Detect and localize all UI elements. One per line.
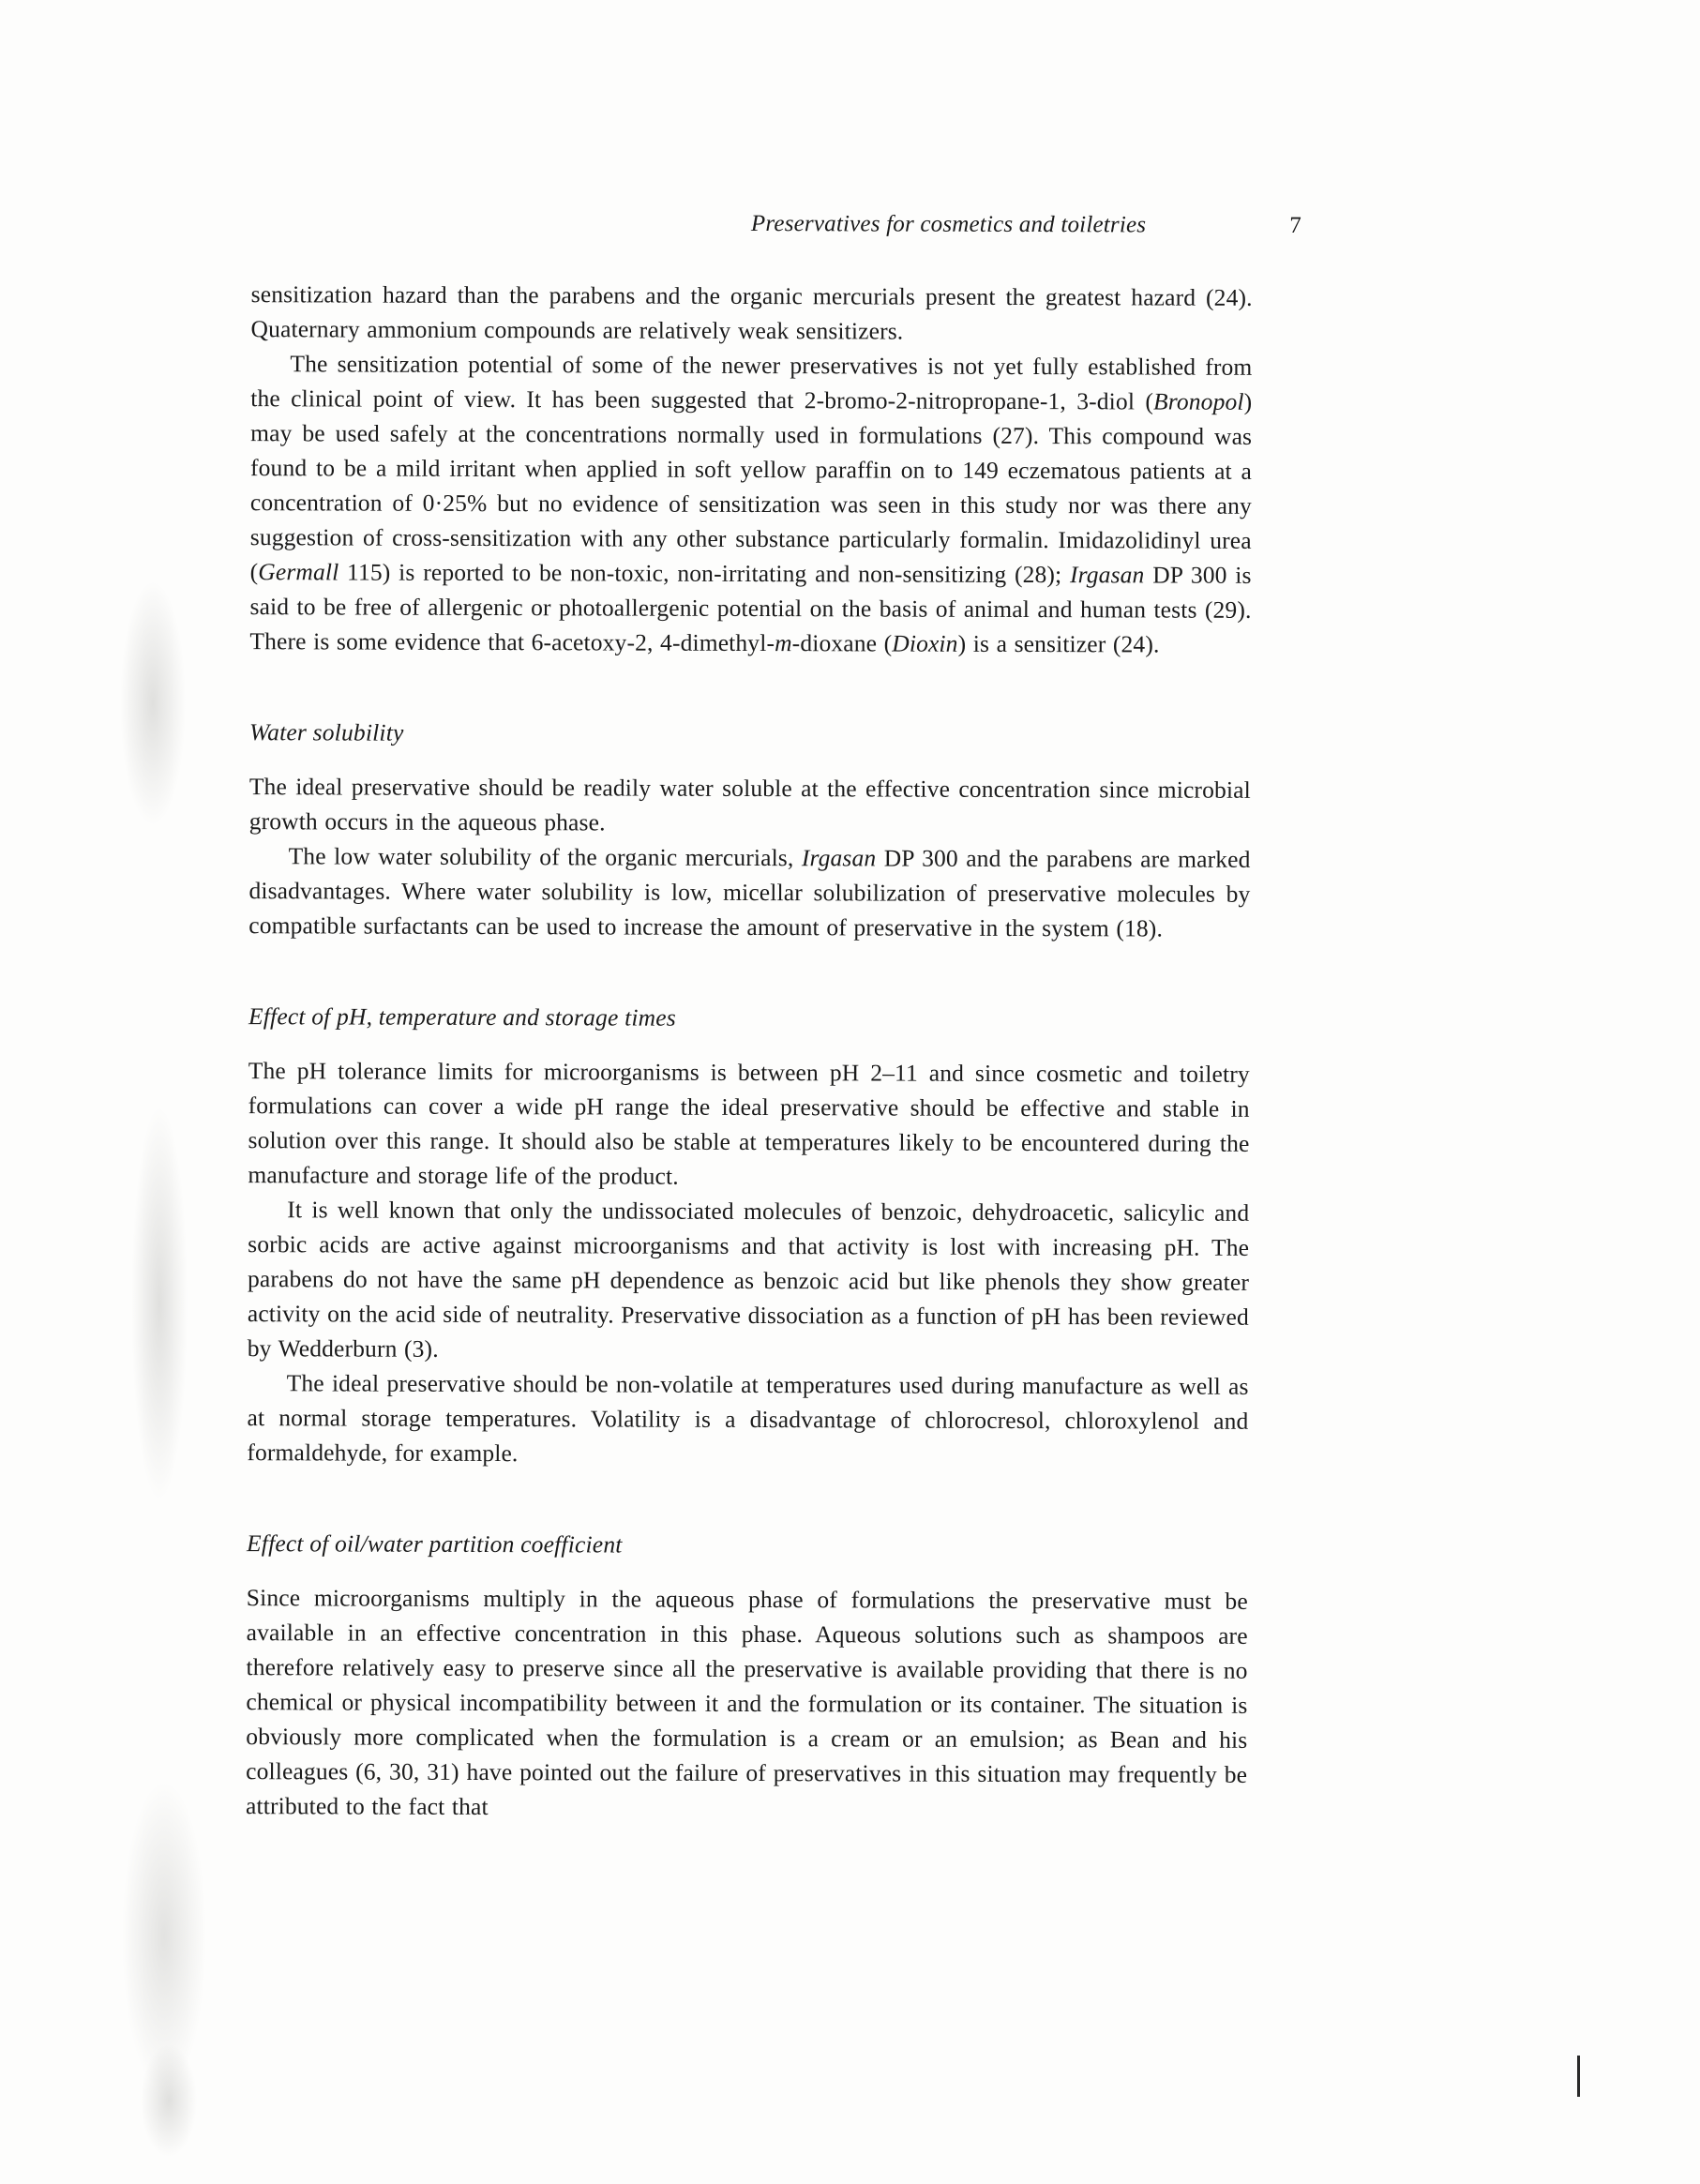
scan-artifact <box>131 1107 188 1500</box>
scan-artifact <box>122 1782 206 2091</box>
text-column <box>246 209 1301 1827</box>
body-paragraph: The pH tolerance limits for microorganisms is between pH 2–11 and since cosmetic and toiletry formulations can cover a wide pH range the ideal preservative should be effective and stable in solution over this range. It should also be stable at temperatures likely to be encountered during the manufacture and storage life of the product. <box>248 1057 1250 1190</box>
running-head <box>251 209 1301 245</box>
scan-mark <box>1577 2056 1580 2097</box>
body-paragraph: The ideal preservative should be non-volatile at temperatures used during manufacture as well as at normal storage temperatures. Volatility is a disadvantage of chlorocresol, chloroxylenol and formaldehyde, for example. <box>247 1369 1249 1468</box>
body-paragraph: sensitization hazard than the parabens and the organic mercurials present the greatest hazard (24). Quaternary ammonium compounds are relatively weak sensitizers. <box>250 280 1253 345</box>
section-heading-ph-temperature-storage: Effect of pH, temperature and storage times <box>248 1002 677 1032</box>
body-paragraph: The ideal preservative should be readily water soluble at the effective concentration since microbial growth occurs in the aqueous phase. <box>248 773 1251 836</box>
body-paragraph: Since microorganisms multiply in the aqueous phase of formulations the preservative must be available in an effective concentration in this phase. Aqueous solutions such as shampoos are therefore relatively easy to preserve since all the preservative is available providing that there is no chemical or physical incompatibility between it and the formulation or its container. The situation is obviously more complicated when the formulation is a cream or an emulsion; as Bean and his colleagues (6, 30, 31) have pointed out the failure of preservatives in this situation may frequently be attributed to the fact that <box>246 1584 1248 1821</box>
scan-artifact <box>141 2044 197 2157</box>
scan-artifact <box>120 581 186 825</box>
body-paragraph: It is well known that only the undissociated molecules of benzoic, dehydroacetic, salicylic and sorbic acids are active against microorganisms and that activity is lost with increasing pH. The parabens do not have the same pH dependence as benzoic acid but like phenols they show greater activity on the acid side of neutrality. Preservative dissociation as a function of pH has been reviewed by Wedderburn (3). <box>247 1196 1250 1363</box>
section-heading-oil-water-partition: Effect of oil/water partition coefficient <box>246 1529 623 1559</box>
running-head-title: Preservatives for cosmetics and toiletries <box>750 210 1147 238</box>
section-heading-water-solubility: Water solubility <box>249 718 404 746</box>
page-number: 7 <box>1289 213 1301 239</box>
body-paragraph: The sensitization potential of some of the newer preservatives is not yet fully established from the clinical point of view. It has been suggested that 2-bromo-2-nitropropane-1, 3-diol (Bronopol) may be used safely at the concentrations normally used in formulations (27). This compound was found to be a mild irritant when applied in soft yellow paraffin on to 149 eczematous patients at a concentration of 0·25% but no evidence of sensitization was seen in this study nor was there any suggestion of cross-sensitization with any other substance particularly formalin. Imidazolidinyl urea (Germall 115) is reported to be non-toxic, non-irritating and non-sensitizing (28); Irgasan DP 300 is said to be free of allergenic or photoallergenic potential on the basis of animal and human tests (29). There is some evidence that 6-acetoxy-2, 4-dimethyl-m-dioxane (Dioxin) is a sensitizer (24). <box>249 350 1253 658</box>
body-paragraph: The low water solubility of the organic mercurials, Irgasan DP 300 and the parabens are marked disadvantages. Where water solubility is low, micellar solubilization of preservative molecules by compatible surfactants can be used to increase the amount of preservative in the system (18). <box>248 842 1251 942</box>
